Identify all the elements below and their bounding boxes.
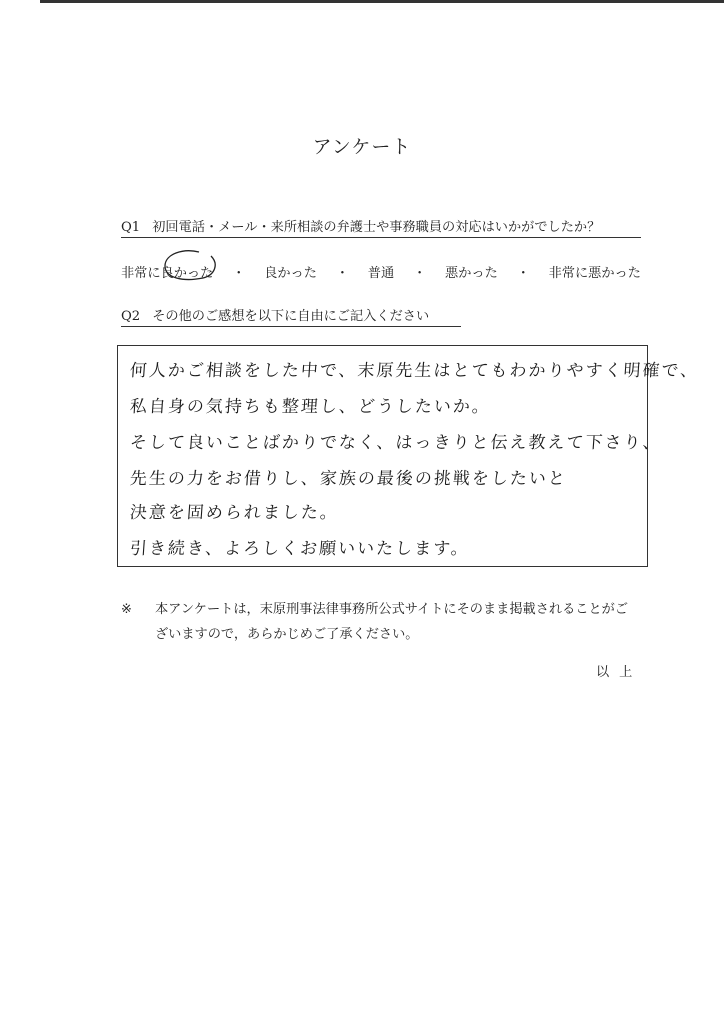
- answer-line: そして良いことばかりでなく、はっきりと伝え教えて下さり、: [129, 433, 663, 453]
- note-text: 本アンケートは，末原刑事法律事務所公式サイトにそのまま掲載されることがございますので，あらかじめご了承ください。: [155, 602, 629, 642]
- question-1-number: Q1: [121, 220, 141, 235]
- form-title: アンケート: [312, 136, 412, 158]
- answer-line: 決意を固められました。: [129, 503, 340, 523]
- option-separator: ・: [516, 266, 530, 281]
- answer-line: 引き続き、よろしくお願いいたします。: [129, 539, 471, 559]
- closing-mark: 以上: [596, 665, 643, 680]
- option-very-bad[interactable]: 非常に悪かった: [548, 266, 641, 281]
- option-average[interactable]: 普通: [367, 266, 395, 281]
- publication-note: [121, 597, 641, 647]
- answer-line: 先生の力をお借りし、家族の最後の挑戦をしたいと: [129, 469, 568, 489]
- answer-line: 何人かご相談をした中で、末原先生はとてもわかりやすく明確で、: [129, 361, 700, 381]
- question-2: [121, 305, 461, 327]
- note-mark: ※: [121, 602, 133, 617]
- option-bad[interactable]: 悪かった: [445, 266, 498, 281]
- question-1: [121, 216, 641, 238]
- scan-top-edge: [40, 0, 724, 3]
- question-2-text: その他のご感想を以下に自由にご記入ください: [152, 309, 430, 324]
- option-separator: ・: [232, 266, 246, 281]
- question-1-options: [121, 262, 641, 281]
- question-2-number: Q2: [121, 309, 141, 324]
- answer-line: 私自身の気持ちも整理し、どうしたいか。: [129, 397, 492, 417]
- free-comment-box[interactable]: [117, 345, 700, 567]
- option-separator: ・: [413, 266, 427, 281]
- option-good[interactable]: 良かった: [264, 266, 317, 281]
- option-very-good[interactable]: 非常に良かった: [121, 266, 214, 281]
- option-separator: ・: [335, 266, 349, 281]
- question-1-text: 初回電話・メール・来所相談の弁護士や事務職員の対応はいかがでしたか？: [152, 220, 601, 235]
